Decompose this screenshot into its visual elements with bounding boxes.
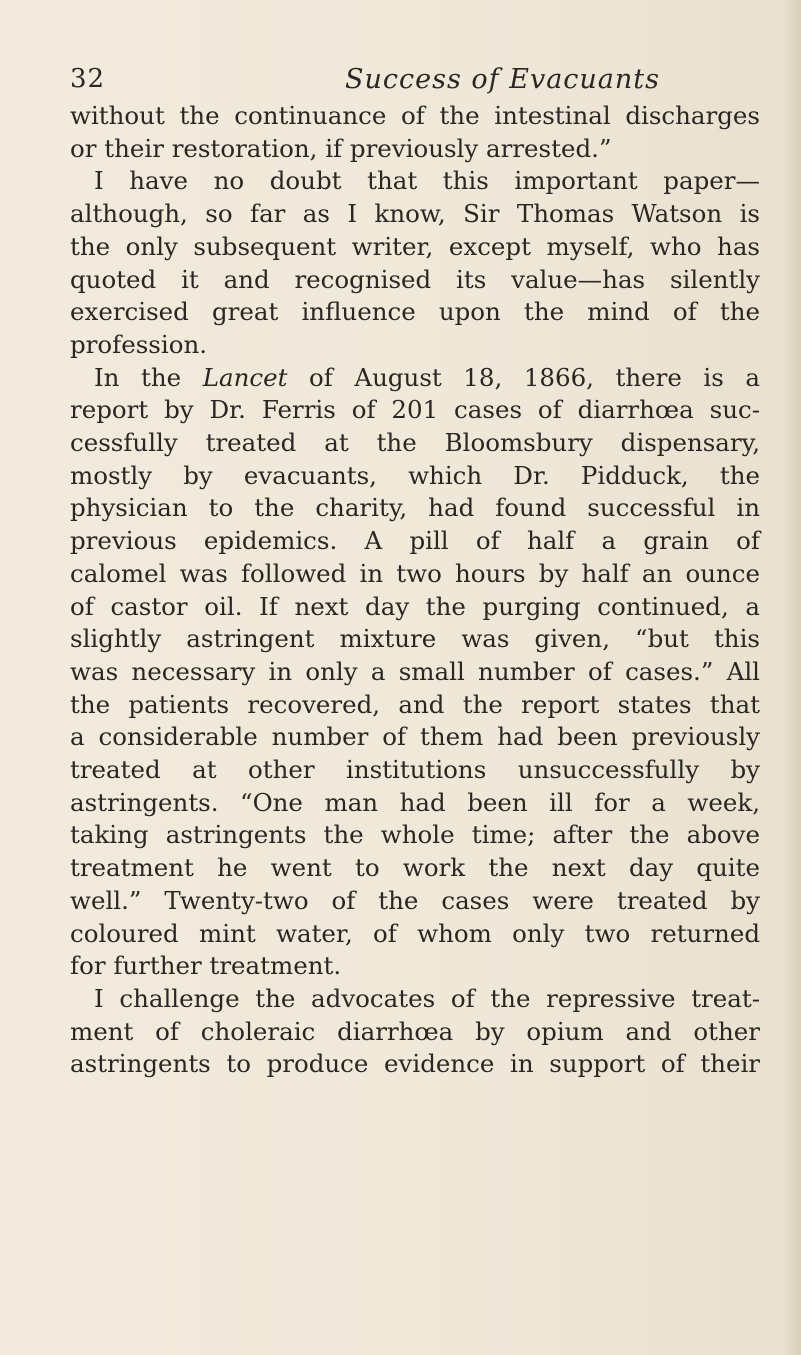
text-line: of castor oil. If next day the purging continued, a xyxy=(70,591,760,621)
text-line: treatment he went to work the next day quite xyxy=(70,853,760,883)
text-line: treated at other institutions unsuccessfully by xyxy=(70,755,760,785)
text-line: quoted it and recognised its value—has silently xyxy=(70,264,760,294)
text-line: previous epidemics. A pill of half a grain of xyxy=(70,526,760,556)
text-line: report by Dr. Ferris of 201 cases of diarrhœa suc- xyxy=(70,395,760,425)
text-line: astringents. “One man had been ill for a week, xyxy=(70,787,760,817)
text-line: slightly astringent mixture was given, “but this xyxy=(70,624,760,654)
text-line: for further treatment. xyxy=(70,951,342,981)
text-line xyxy=(70,362,760,395)
text-line: well.” Twenty-two of the cases were treated by xyxy=(70,885,760,915)
text-fragment: of August 18, 1866, there is a xyxy=(287,362,761,392)
text-line: exercised great influence upon the mind of the xyxy=(70,297,760,327)
page-number: 32 xyxy=(70,64,106,94)
journal-title: Lancet xyxy=(202,362,288,392)
text-line: a considerable number of them had been previously xyxy=(70,722,760,752)
text-line: I challenge the advocates of the repressive treat- xyxy=(94,983,760,1013)
text-line: although, so far as I know, Sir Thomas Watson is xyxy=(70,199,760,229)
text-line: the patients recovered, and the report states that xyxy=(70,689,760,719)
text-line: without the continuance of the intestinal discharges xyxy=(70,101,760,130)
body-text xyxy=(70,100,760,1081)
text-line: astringents to produce evidence in support of their xyxy=(70,1049,760,1079)
text-line: was necessary in only a small number of cases.” All xyxy=(70,656,760,686)
text-fragment: In the xyxy=(94,362,203,392)
text-line: physician to the charity, had found successful in xyxy=(70,493,760,523)
text-line: taking astringents the whole time; after the above xyxy=(70,820,760,850)
text-line: I have no doubt that this important paper— xyxy=(94,166,760,196)
text-line: coloured mint water, of whom only two returned xyxy=(70,918,760,948)
text-line: mostly by evacuants, which Dr. Pidduck, the xyxy=(70,460,760,490)
page-edge-shadow xyxy=(783,0,801,1355)
text-line: ment of choleraic diarrhœa by opium and other xyxy=(70,1016,760,1046)
running-title: Success of Evacuants xyxy=(345,64,660,95)
text-line: profession. xyxy=(70,329,208,359)
text-line: calomel was followed in two hours by half an ounce xyxy=(70,558,760,588)
text-line: the only subsequent writer, except myself, who has xyxy=(70,231,760,261)
running-head xyxy=(70,64,750,104)
text-line: or their restoration, if previously arrested.” xyxy=(70,133,612,163)
text-line: cessfully treated at the Bloomsbury dispensary, xyxy=(70,428,760,458)
